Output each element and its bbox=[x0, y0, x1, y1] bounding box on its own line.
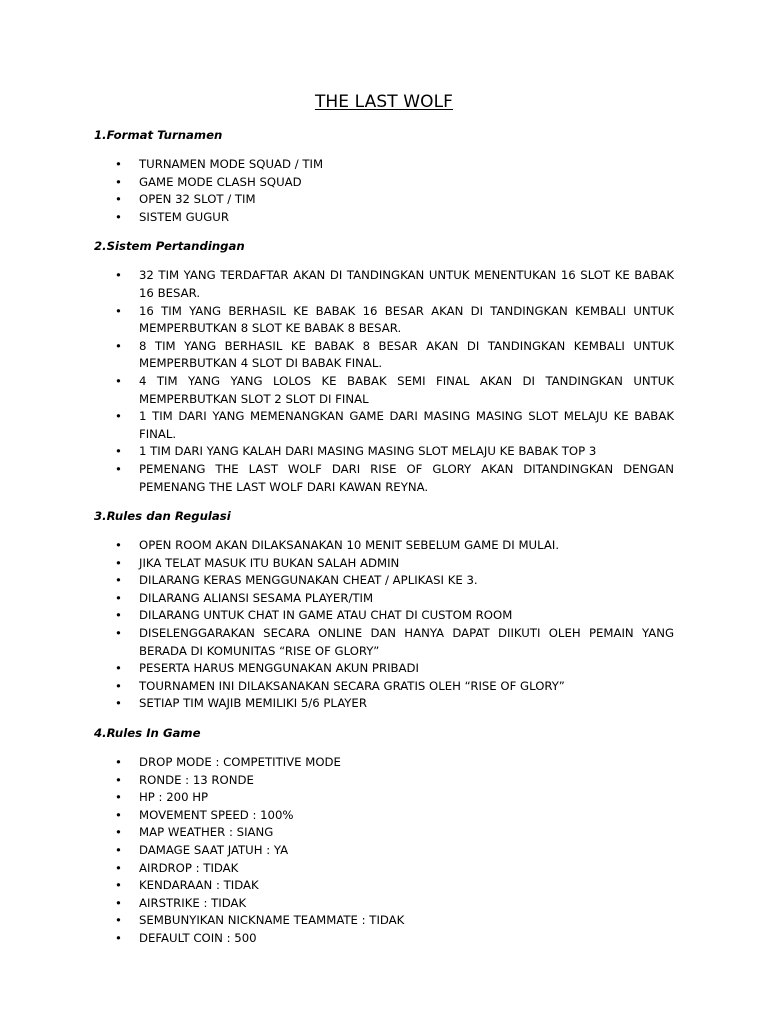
bullet-icon: • bbox=[115, 807, 122, 822]
list-item: • HP : 200 HP bbox=[94, 789, 674, 807]
bullet-icon: • bbox=[115, 755, 122, 770]
list-item: • JIKA TELAT MASUK ITU BUKAN SALAH ADMIN bbox=[94, 555, 674, 573]
list-item: • DEFAULT COIN : 500 bbox=[94, 930, 674, 948]
section-heading-rules-dan-regulasi: 3.Rules dan Regulasi bbox=[94, 509, 231, 524]
list-item: • 4 TIM YANG YANG LOLOS KE BABAK SEMI FINAL AKAN DI TANDINGKAN UNTUK MEMPERBUTKAN SLOT 2 SLOT DI FINAL bbox=[115, 373, 674, 406]
bullet-icon: • bbox=[115, 895, 122, 910]
list-item: • PESERTA HARUS MENGGUNAKAN AKUN PRIBADI bbox=[94, 660, 674, 678]
list-item: • KENDARAAN : TIDAK bbox=[94, 877, 674, 895]
list-item: • OPEN ROOM AKAN DILAKSANAKAN 10 MENIT SEBELUM GAME DI MULAI. bbox=[94, 537, 674, 555]
list-item: • TURNAMEN MODE SQUAD / TIM bbox=[94, 156, 674, 174]
bullet-icon: • bbox=[115, 157, 122, 171]
list-item: • MAP WEATHER : SIANG bbox=[94, 824, 674, 842]
bullet-list-sistem-pertandingan bbox=[94, 267, 674, 496]
list-item: • AIRSTRIKE : TIDAK bbox=[94, 895, 674, 913]
bullet-icon: • bbox=[115, 661, 122, 676]
bullet-icon: • bbox=[115, 860, 122, 875]
bullet-icon: • bbox=[115, 573, 122, 588]
list-item: • GAME MODE CLASH SQUAD bbox=[94, 174, 674, 192]
bullet-icon: • bbox=[115, 192, 122, 207]
section-heading-rules-in-game: 4.Rules In Game bbox=[94, 726, 201, 741]
list-item: • RONDE : 13 RONDE bbox=[94, 772, 674, 790]
list-item: • AIRDROP : TIDAK bbox=[94, 860, 674, 878]
bullet-icon: • bbox=[115, 461, 122, 476]
bullet-icon: • bbox=[115, 913, 122, 928]
list-item: • SETIAP TIM WAJIB MEMILIKI 5/6 PLAYER bbox=[94, 695, 674, 713]
list-item: • SEMBUNYIKAN NICKNAME TEAMMATE : TIDAK bbox=[94, 912, 674, 930]
list-item: • DILARANG KERAS MENGGUNAKAN CHEAT / APLIKASI KE 3. bbox=[94, 572, 674, 590]
section-heading-sistem-pertandingan: 2.Sistem Pertandingan bbox=[94, 239, 245, 254]
list-item: • 16 TIM YANG BERHASIL KE BABAK 16 BESAR AKAN DI TANDINGKAN KEMBALI UNTUK MEMPERBUTKAN 8 SLOT KE BABAK 8 BESAR. bbox=[115, 303, 674, 336]
list-item: • TOURNAMEN INI DILAKSANAKAN SECARA GRATIS OLEH “RISE OF GLORY” bbox=[94, 678, 674, 696]
bullet-icon: • bbox=[115, 678, 122, 693]
bullet-icon: • bbox=[115, 878, 122, 893]
bullet-icon: • bbox=[115, 590, 122, 605]
list-item: • DILARANG UNTUK CHAT IN GAME ATAU CHAT DI CUSTOM ROOM bbox=[94, 607, 674, 625]
list-item: • 32 TIM YANG TERDAFTAR AKAN DI TANDINGKAN UNTUK MENENTUKAN 16 SLOT KE BABAK 16 BESAR. bbox=[115, 268, 674, 300]
bullet-icon: • bbox=[115, 930, 122, 945]
document-title: THE LAST WOLF bbox=[314, 92, 454, 112]
section-heading-format-turnamen: 1.Format Turnamen bbox=[94, 128, 223, 142]
bullet-icon: • bbox=[115, 843, 122, 857]
list-item: • DISELENGGARAKAN SECARA ONLINE DAN HANYA DAPAT DIIKUTI OLEH PEMAIN YANG BERADA DI KOMUNITAS “RISE OF GLORY” bbox=[115, 626, 674, 658]
bullet-icon: • bbox=[115, 626, 122, 641]
list-item: • PEMENANG THE LAST WOLF DARI RISE OF GLORY AKAN DITANDINGKAN DENGAN PEMENANG THE LAST WOLF DARI KAWAN REYNA. bbox=[115, 461, 674, 494]
bullet-icon: • bbox=[115, 608, 122, 623]
list-item: • 1 TIM DARI YANG KALAH DARI MASING MASING SLOT MELAJU KE BABAK TOP 3 bbox=[94, 443, 674, 461]
bullet-icon: • bbox=[115, 338, 122, 353]
bullet-icon: • bbox=[115, 409, 122, 424]
list-item: • DILARANG ALIANSI SESAMA PLAYER/TIM bbox=[94, 590, 674, 608]
list-item: • SISTEM GUGUR bbox=[94, 209, 674, 227]
bullet-icon: • bbox=[115, 444, 122, 459]
bullet-icon: • bbox=[115, 373, 122, 388]
bullet-icon: • bbox=[115, 696, 122, 711]
bullet-list-rules-in-game bbox=[94, 754, 674, 948]
bullet-icon: • bbox=[115, 555, 122, 570]
bullet-icon: • bbox=[115, 825, 122, 840]
list-item: • MOVEMENT SPEED : 100% bbox=[94, 807, 674, 825]
bullet-icon: • bbox=[115, 790, 122, 805]
bullet-list-rules-dan-regulasi bbox=[94, 537, 674, 713]
bullet-icon: • bbox=[115, 268, 122, 283]
list-item: • DAMAGE SAAT JATUH : YA bbox=[94, 842, 674, 860]
bullet-icon: • bbox=[115, 772, 122, 787]
bullet-icon: • bbox=[115, 538, 122, 553]
list-item: • OPEN 32 SLOT / TIM bbox=[94, 191, 674, 209]
list-item: • 8 TIM YANG BERHASIL KE BABAK 8 BESAR AKAN DI TANDINGKAN KEMBALI UNTUK MEMPERBUTKAN 4 SLOT DI BABAK FINAL. bbox=[115, 338, 674, 371]
list-item: • 1 TIM DARI YANG MEMENANGKAN GAME DARI MASING MASING SLOT MELAJU KE BABAK FINAL. bbox=[115, 409, 674, 441]
bullet-icon: • bbox=[115, 209, 122, 224]
bullet-icon: • bbox=[115, 303, 122, 318]
bullet-list-format-turnamen bbox=[94, 156, 674, 226]
list-item: • DROP MODE : COMPETITIVE MODE bbox=[94, 754, 674, 772]
bullet-icon: • bbox=[115, 174, 122, 189]
